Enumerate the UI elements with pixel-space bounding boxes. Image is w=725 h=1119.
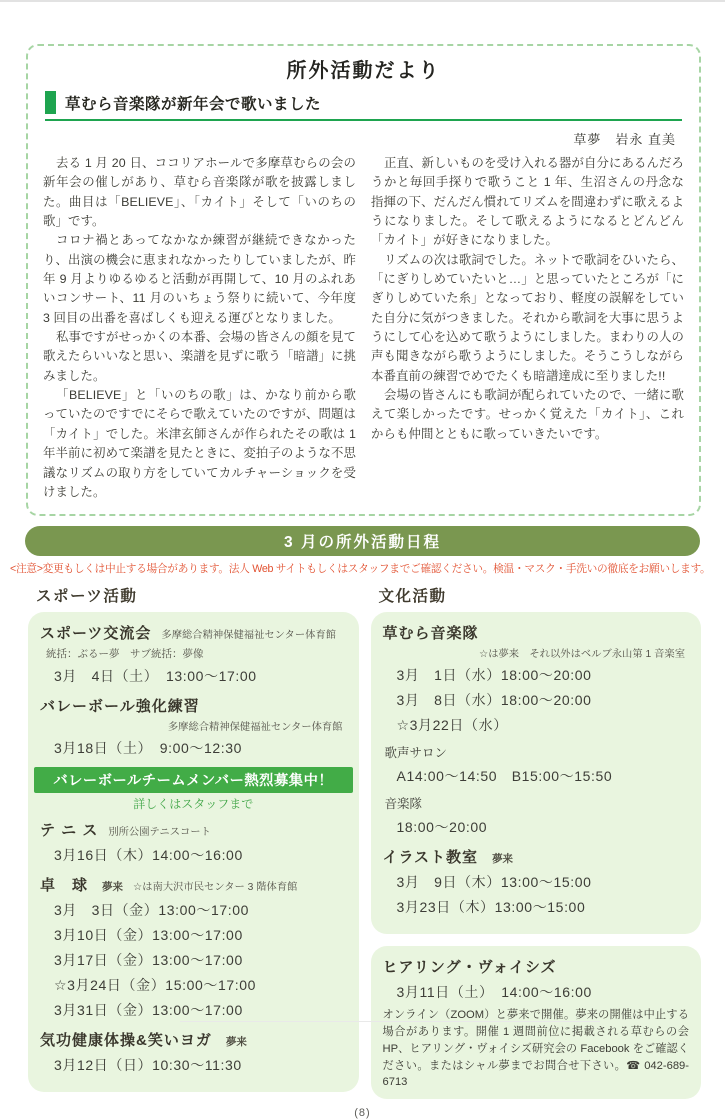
event-name: 卓 球: [40, 877, 89, 895]
event-venue: 多摩総合精神保健福祉センター体育館: [167, 722, 343, 734]
culture-header: 文化活動: [378, 588, 447, 606]
scan-edge-top: [0, 0, 725, 2]
hearing-description: オンライン（ZOOM）と夢来で開催。夢来の開催は中止する場合があります。開催 1 週間前位に掲載される草むらの会 HP、ヒアリング・ヴォイシズ研究会の Facebook をご確認ください。またはシャル夢までお問合せ下さい。☎ 042-689-6713: [382, 1009, 689, 1089]
salon-label: 歌声サロン: [384, 746, 448, 761]
event-sports-exchange: [40, 622, 347, 686]
hearing-title: ヒアリング・ヴォイシズ: [382, 959, 557, 977]
event-venue-tag: 夢来: [492, 853, 514, 866]
event-name: イラスト教室: [382, 849, 479, 867]
page-title: 所外活動だより: [286, 60, 441, 82]
page-number: (8): [354, 1107, 371, 1119]
event-date: 3月10日（金）13:00～17:00: [54, 927, 243, 944]
event-date: 3月 3日（金）13:00～17:00: [54, 902, 250, 919]
band-label: 音楽隊: [384, 797, 423, 812]
event-date: 3月31日（金）13:00～17:00: [54, 1002, 243, 1019]
article-subtitle: 草むら音楽隊が新年会で歌いました: [65, 95, 322, 113]
culture-panel: [371, 612, 702, 934]
article-paragraph: 去る 1 月 20 日、ココリアホールで多摩草むらの会の新年会の催しがあり、草むら音楽隊が歌を披露しました。曲目は「BELIEVE」、「カイト」そして「いのちの歌」です。: [43, 156, 356, 229]
event-venue-tag: 夢来: [102, 881, 124, 894]
event-date: 3月 1日（水）18:00～20:00: [396, 667, 592, 684]
band-times: 18:00～20:00: [396, 819, 488, 836]
event-note: 統括：ぶるー夢 サブ統括：夢像: [46, 648, 204, 661]
event-venue: 多摩総合精神保健福祉センター体育館: [161, 630, 337, 642]
event-head: [383, 846, 690, 867]
event-date: 3月 4日（土） 13:00～17:00: [54, 668, 257, 685]
article-subtitle-row: [45, 91, 682, 121]
notice-text: <注意>変更もしくは中止する場合があります。法人 Web サイトもしくはスタッフまでご確認ください。検温・マスク・手洗いの徹底をお願いします。: [10, 563, 711, 576]
event-date: 3月23日（木）13:00～15:00: [396, 899, 586, 916]
event-venue: 別所公園テニスコート: [108, 827, 211, 839]
event-date: 3月12日（日）10:30～11:30: [54, 1057, 242, 1074]
event-name: 気功健康体操&笑いヨガ: [40, 1032, 212, 1050]
hearing-date: 3月11日（土） 14:00～16:00: [396, 984, 592, 1001]
event-note: ☆は南大沢市民センター 3 階体育館: [133, 882, 298, 894]
article-paragraph: 正直、新しいものを受け入れる器が自分にあるんだろうかと毎回手探りで歌うこと 1 年、生沼さんの丹念な指揮の下、だんだん慣れてリズムを間違わずに歌えるようになりました。そして歌えるようになるとどんどん「カイト」が好きになりました。: [371, 156, 684, 248]
event-tennis: [40, 819, 347, 865]
hearing-voices-panel: [371, 946, 702, 1099]
event-date: 3月18日（土） 9:00～12:30: [54, 740, 243, 757]
march-schedule-banner: 3 月の所外活動日程: [25, 526, 700, 556]
author-credit: 草夢 岩永 直美: [573, 132, 676, 147]
subtitle-accent-bar: [45, 91, 56, 114]
event-head: [40, 1029, 347, 1050]
article-paragraph: リズムの次は歌詞でした。ネットで歌詞をひいたら、「にぎりしめていたいと…」と思っていたところが「にぎりしめていた糸」となっており、軽度の誤解をしていた自分に気がつきました。それから歌詞を大事に思うようにして心を込めて歌うようにしました。まわりの人の声も聞きながら歌うようにしました。そうこうしながら本番直前の練習でめでたくも暗譜達成に至りました!!: [371, 252, 684, 383]
event-head: [383, 622, 690, 643]
event-date: ☆3月22日（水）: [396, 717, 508, 734]
event-volleyball-practice: [40, 695, 347, 758]
article-paragraph: 私事ですがせっかくの本番、会場の皆さんの顔を見て歌えたらいいなと思い、楽譜を見ずに歌う「暗譜」に挑みました。: [43, 330, 356, 383]
event-head: [40, 622, 347, 643]
event-date: 3月 8日（水）18:00～20:00: [396, 692, 592, 709]
article-paragraph: 「BELIEVE」と「いのちの歌」は、かなり前から歌っていたのですでにそらで歌えていたのですが、問題は「カイト」でした。米津玄師さんが作られたその歌は 1 年半前に初めて楽譜を見たときに、変拍子のような不思議なリズムの取り方をしていてカルチャーショックを受けました。: [43, 388, 356, 499]
event-name: バレーボール強化練習: [40, 698, 200, 716]
article-left-column: [43, 154, 356, 502]
event-head: [40, 819, 347, 840]
event-kusamura-band: [383, 622, 690, 837]
event-note: ☆は夢来 それ以外はベルブ永山第 1 音楽室: [478, 649, 685, 661]
event-name: テ ニ ス: [40, 822, 99, 840]
article-box: [26, 44, 701, 516]
salon-times: A14:00～14:50 B15:00～15:50: [396, 768, 613, 785]
event-date: 3月17日（金）13:00～17:00: [54, 952, 243, 969]
article-columns: [43, 154, 684, 502]
event-name: 草むら音楽隊: [382, 625, 479, 643]
event-illustration-class: [383, 846, 690, 917]
recruit-subtext: 詳しくはスタッフまで: [133, 797, 254, 812]
event-name: スポーツ交流会: [40, 625, 152, 643]
event-date: 3月 9日（木）13:00～15:00: [396, 874, 592, 891]
event-venue-tag: 夢来: [225, 1036, 247, 1049]
event-table-tennis: [40, 874, 347, 1020]
article-right-column: [371, 154, 684, 502]
event-head: [383, 956, 690, 977]
article-paragraph: 会場の皆さんにも歌詞が配られていたので、一緒に歌えて楽しかったです。せっかく覚えた「カイト」、これからも仲間とともに歌っていきたいです。: [371, 388, 684, 441]
recruit-banner: バレーボールチームメンバー熱烈募集中！: [34, 767, 353, 793]
article-paragraph: コロナ禍とあってなかなか練習が継続できなかったり、出演の機会に恵まれなかったりしていましたが、昨年 9 月よりゆるゆると活動が再開して、10 月のふれあいコンサート、11 月のいちょう祭りに続いて、今年度 3 回目の出番を喜ばしくも迎える運びとなりました。: [43, 233, 356, 325]
sports-header: スポーツ活動: [36, 588, 138, 606]
scan-edge-bottom: [180, 1021, 600, 1022]
event-head: [40, 695, 347, 716]
event-qigong-yoga: [40, 1029, 347, 1075]
event-date: 3月16日（木）14:00～16:00: [54, 847, 243, 864]
event-date: ☆3月24日（金）15:00～17:00: [54, 977, 256, 994]
event-head: [40, 874, 347, 895]
